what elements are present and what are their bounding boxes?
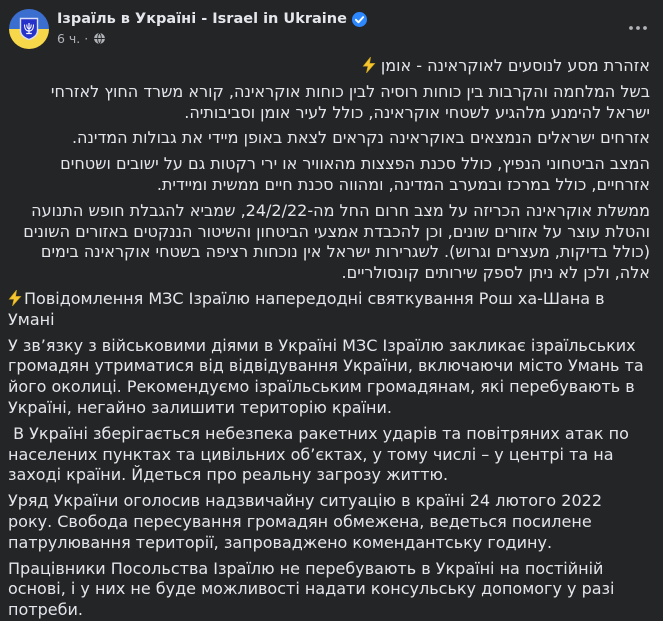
ellipsis-icon xyxy=(627,23,649,33)
ukrainian-title-text: Повідомлення МЗС Ізраїлю напередодні святкування Рош ха-Шана в Умані xyxy=(8,288,610,329)
israel-emblem-icon xyxy=(19,17,39,41)
hebrew-paragraph: אזרחים ישראלים הנמצאים באוקראינה נקראים לצאת באופן מיידי את גבולות המדינה. xyxy=(71,128,650,148)
post-options-button[interactable] xyxy=(625,19,651,37)
page-avatar[interactable] xyxy=(9,9,49,49)
hebrew-paragraph: המצב הביטחוני הנפיץ, כולל סכנת הפצצות מהאוויר או ירי רקטות גם על ישובים ושטחים אזרחיים, כולל במרכז ובמערב המדינה, ומהווה סכנת חיים ממשית ומיידית. xyxy=(55,154,650,194)
ukrainian-paragraph: Уряд України оголосив надзвичайну ситуацію в країні 24 лютого 2022 року. Свобода пересування громадян обмежена, ведеться посилене патрулювання території, запроваджено комендантську годину. xyxy=(8,491,608,552)
post-header xyxy=(0,0,663,49)
ukrainian-paragraph: У зв’язку з військовими діями в Україні МЗС Ізраїлю закликає ізраїльських громадян утриматися від відвідування України, включаючи місто Умань та його околиці. Рекомендуємо ізраїльським громадянам, які перебувають в Україні, негайно залишити територію країни. xyxy=(8,335,649,417)
page-name-row xyxy=(57,9,625,27)
hebrew-title-text: אזהרת מסע לנוסעים לאוקראינה - אומן xyxy=(380,56,650,75)
meta-separator: · xyxy=(84,31,89,46)
hebrew-title xyxy=(8,56,650,77)
page-name-link[interactable]: Ізраїль в Україні - Israel in Ukraine xyxy=(57,11,347,27)
header-text xyxy=(57,9,625,46)
hebrew-paragraph: בשל המלחמה והקרבות בין כוחות רוסיה לבין כוחות אוקראינה, קורא משרד החוץ לאזרחי ישראל להימנע מלהגיע לשטחי אוקראינה, כולל לעיר אומן וסביבותיה. xyxy=(45,81,650,122)
ukrainian-title xyxy=(8,289,650,331)
timestamp[interactable]: 6 ч. xyxy=(57,31,81,46)
hebrew-paragraph: ממשלת אוקראינה הכריזה על מצב חרום החל מה-24/2/22, שמביא להגבלת חופש התנועה והטלת עוצר על אזורים שונים, וכן להכבדת אמצעי הביטחון והשיטור הננקטים באזורים השונים (כולל בדיקות, מעצרים וגרוש). לשגרירות ישראל אין נוכחות רציפה בשטחי אוקראינה בימים אלה, ולכן לא ניתן לספק שירותים קונסולריים. xyxy=(18,200,650,283)
post-meta xyxy=(57,31,625,46)
lightning-bolt-icon xyxy=(8,290,22,306)
globe-icon xyxy=(93,32,106,45)
ukrainian-paragraph: В Україні зберігається небезпека ракетних ударів та повітряних атак по населених пунктах та цивільних об’єктах, у тому числі – у центрі та на заході країни. Йдеться про реальну загрозу життю. xyxy=(8,423,634,485)
verified-badge-icon xyxy=(352,12,367,27)
post-text xyxy=(0,49,663,621)
ukrainian-paragraph: Працівники Посольства Ізраїлю не перебувають в Україні на постійній основі, і у них не буде можливості надати консульську допомогу у разі потреби. xyxy=(8,558,620,620)
lightning-bolt-icon xyxy=(362,57,376,73)
